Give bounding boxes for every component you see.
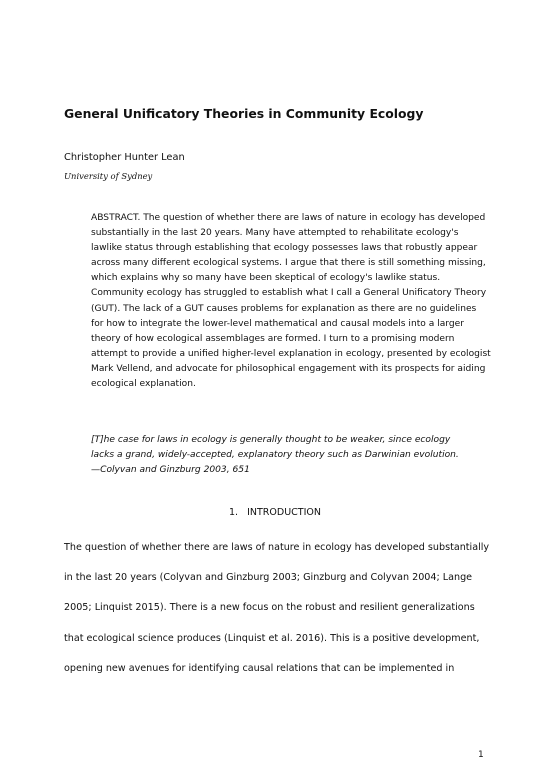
epigraph-line: [T]he case for laws in ecology is generally thought to be weaker, since ecology [91,435,451,445]
section-heading [0,506,550,519]
author-affiliation: University of Sydney [64,171,153,181]
section-number: 1. [229,507,239,518]
epigraph-line: lacks a grand, widely-accepted, explanatory theory such as Darwinian evolution. [91,450,459,460]
abstract: ABSTRACT. The question of whether there are laws of nature in ecology has developed substantially in the last 20 years. Many have attempted to rehabilitate ecology's lawlike status through establishing that ecology possesses laws that robustly appear across many different ecological systems. I argue that there is still something missing, which explains why so many have been skeptical of ecology's lawlike status. Community ecology has struggled to establish what I call a General Unificatory Theory (GUT). The lack of a GUT causes problems for explanation as there are no guidelines for how to integrate the lower-level mathematical and causal models into a larger theory of how ecological assemblages are formed. I turn to a promising modern attempt to provide a unified higher-level explanation in ecology, presented by ecologist Mark Vellend, and advocate for philosophical engagement with its prospects for aiding ecological explanation. [91,213,491,390]
body-line: 2005; Linquist 2015). There is a new focus on the robust and resilient generalizations [64,602,475,614]
body-line: that ecological science produces (Linquist et al. 2016). This is a positive development, [64,632,480,644]
epigraph-attribution: —Colyvan and Ginzburg 2003, 651 [91,465,250,475]
body-line: in the last 20 years (Colyvan and Ginzburg 2003; Ginzburg and Colyvan 2004; Lange [64,572,473,584]
author-name: Christopher Hunter Lean [64,152,185,163]
body-paragraph [64,541,494,692]
page-number: 1 [478,750,484,760]
paper-title: General Unificatory Theories in Community Ecology [64,106,424,121]
body-line: opening new avenues for identifying causal relations that can be implemented in [64,662,455,674]
body-line: The question of whether there are laws of nature in ecology has developed substantially [64,542,490,553]
section-title: INTRODUCTION [247,507,321,518]
epigraph [91,433,491,478]
